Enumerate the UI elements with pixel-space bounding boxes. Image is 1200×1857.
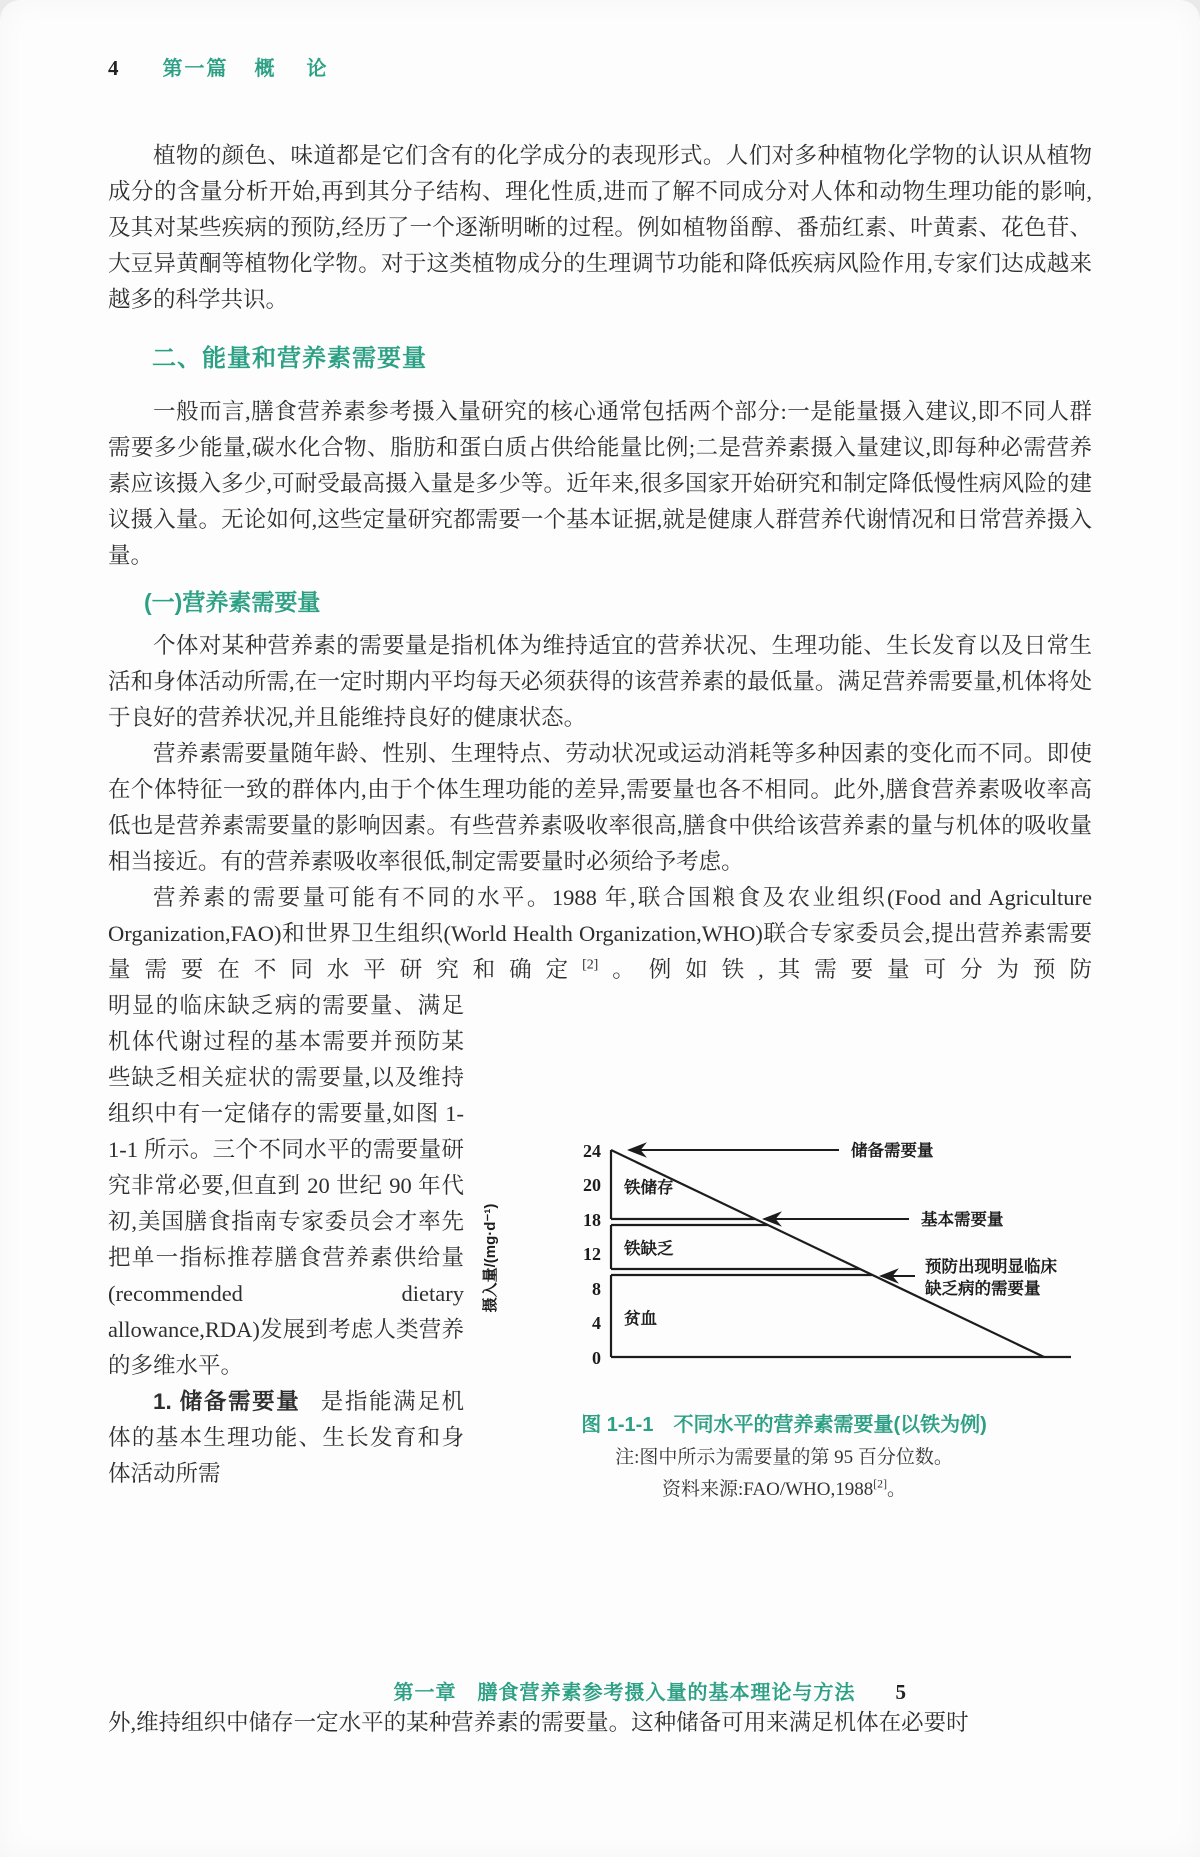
paragraph-requirement-factors: 营养素需要量随年龄、性别、生理特点、劳动状况或运动消耗等多种因素的变化而不同。即使在个体特征一致的群体内,由于个体生理功能的差异,需要量也各不相同。此外,膳食营养素吸收率高低也是营养素需要量的影响因素。有些营养素吸收率很高,膳食中供给该营养素的量与机体的吸收量相当接近。有的营养素吸收率很低,制定需要量时必须给予考虑。 <box>108 741 1092 874</box>
paragraph-plant-chemicals: 植物的颜色、味道都是它们含有的化学成分的表现形式。人们对多种植物化学物的认识从植物成分的含量分析开始,再到其分子结构、理化性质,进而了解不同成分对人体和动物生理功能的影响,及其对某些疾病的预防,经历了一个逐渐明晰的过程。例如植物甾醇、番茄红素、叶黄素、花色苷、大豆异黄酮等植物化学物。对于这类植物成分的生理调节功能和降低疾病风险作用,专家们达成越来越多的科学共识。 <box>108 143 1092 312</box>
region-iron-deficiency-label: 铁缺乏 <box>624 1240 674 1258</box>
figure-source-text: 资料来源:FAO/WHO,1988 <box>661 1479 874 1500</box>
tick-0: 0 <box>592 1348 601 1368</box>
tick-20: 20 <box>583 1175 601 1195</box>
section-heading-energy-nutrient-requirements: 二、能量和营养素需要量 <box>152 345 427 372</box>
left-text-column <box>108 988 464 1492</box>
annotation-basal-requirement <box>764 1209 1004 1229</box>
item-storage-requirement-text: 是指能满足机体的基本生理功能、生长发育和身体活动所需 <box>108 1389 464 1486</box>
page5-running-header <box>108 1676 1092 1705</box>
tick-4: 4 <box>592 1313 601 1333</box>
requirement-diagonal-line <box>611 1150 1044 1357</box>
part-title: 概 论 <box>254 58 333 80</box>
page4-number: 4 <box>108 56 119 80</box>
two-column-layout <box>108 988 1092 1504</box>
annotation-prevent-deficiency-line2: 缺乏病的需要量 <box>925 1280 1041 1298</box>
figure-source-note <box>662 1476 906 1504</box>
figure-source-citation-2: [2] <box>873 1477 887 1491</box>
annotation-prevent-deficiency-line1: 预防出现明显临床 <box>925 1258 1057 1276</box>
item-storage-requirement <box>108 1384 464 1492</box>
figure-source-period: 。 <box>887 1479 907 1500</box>
region-anemia-label: 贫血 <box>624 1310 657 1328</box>
item-storage-requirement-label: 1. 储备需要量 <box>153 1389 301 1414</box>
page5-first-line: 外,维持组织中储存一定水平的某种营养素的需要量。这种储备可用来满足机体在必要时 <box>108 1710 969 1735</box>
y-axis-label: 摄入量/(mg·d⁻¹) <box>482 1203 499 1313</box>
part-label: 第一篇 <box>162 58 229 80</box>
annotation-storage-requirement-label: 储备需要量 <box>851 1142 934 1160</box>
paragraph-individual-requirement: 个体对某种营养素的需要量是指机体为维持适宜的营养状况、生理功能、生长发育以及日常生活和身体活动所需,在一定时期内平均每天必须获得的该营养素的最低量。满足营养需要量,机体将处于良好的营养状况,并且能维持良好的健康状态。 <box>108 633 1092 730</box>
subsection-heading-nutrient-requirement: (一)营养素需要量 <box>144 589 321 615</box>
annotation-basal-requirement-label: 基本需要量 <box>921 1211 1004 1229</box>
paragraph-dri-core-parts: 一般而言,膳食营养素参考摄入量研究的核心通常包括两个部分:一是能量摄入建议,即不同人群需要多少能量,碳水化合物、脂肪和蛋白质占供给能量比例;二是营养素摄入量建议,即每种必需营养素应该摄入多少,可耐受最高摄入量是多少等。近年来,很多国家开始研究和制定降低慢性病风险的建议摄入量。无论如何,这些定量研究都需要一个基本证据,就是健康人群营养代谢情况和日常营养摄入量。 <box>108 399 1092 568</box>
page4-running-header <box>108 52 1092 82</box>
citation-2: [2] <box>582 957 599 973</box>
paragraph-three-levels-continued: 明显的临床缺乏病的需要量、满足机体代谢过程的基本需要并预防某些缺乏相关症状的需要量,以及维持组织中有一定储存的需要量,如图 1-1-1 所示。三个不同水平的需要量研究非常必要,但直到 20 世纪 90 年代初,美国膳食指南专家委员会才率先把单一指标推荐膳食营养素供给量(recommended dietary allowance,RDA)发展到考虑人类营养的多维水平。 <box>108 993 464 1378</box>
annotation-storage-requirement <box>629 1140 934 1160</box>
figure-column <box>464 988 1092 1504</box>
page5-chapter-title: 第一章 膳食营养素参考摄入量的基本理论与方法 <box>393 1682 856 1704</box>
page5-number: 5 <box>895 1680 906 1704</box>
fao-who-text: 营养素的需要量可能有不同的水平。1988 年,联合国粮食及农业组织(Food and Agriculture Organization,FAO)和世界卫生组织(World Health Organization,WHO)联合专家委员会,提出营养素需要量需要在不同水平研究和确定 <box>108 885 1092 982</box>
tick-8: 8 <box>592 1279 601 1299</box>
tick-18: 18 <box>583 1210 601 1230</box>
tick-24: 24 <box>583 1141 601 1161</box>
region-iron-stores-label: 铁储存 <box>624 1179 674 1197</box>
figure-caption: 图 1-1-1 不同水平的营养素需要量(以铁为例) <box>581 1414 987 1436</box>
figure-1-1-1-diagram <box>479 1136 1089 1394</box>
paragraph-fao-who-levels <box>108 880 1092 988</box>
tick-12: 12 <box>583 1244 601 1264</box>
fao-who-text-rest: 。例如铁,其需要量可分为预防 <box>598 957 1092 982</box>
figure-note-percentile: 注:图中所示为需要量的第 95 百分位数。 <box>615 1447 953 1468</box>
